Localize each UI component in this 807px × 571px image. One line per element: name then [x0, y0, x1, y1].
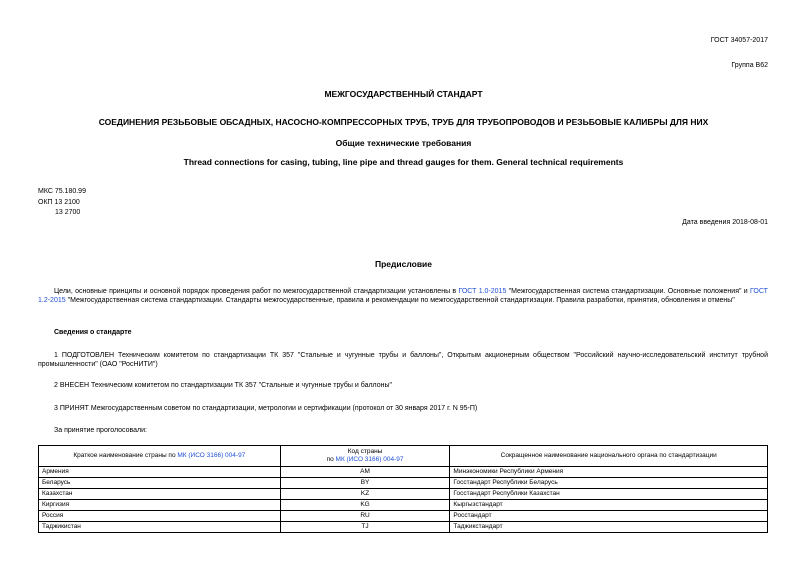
english-title: Thread connections for casing, tubing, line pipe and thread gauges for them. General technical requirements: [183, 157, 624, 167]
gost-1-2-link[interactable]: ГОСТ 1.2-2015: [38, 288, 768, 304]
cell-code: KG: [280, 500, 450, 511]
cell-country: Казахстан: [39, 489, 281, 500]
cell-code: TJ: [280, 522, 450, 533]
info-item-1: 1 ПОДГОТОВЛЕН Техническим комитетом по стандартизации ТК 357 "Стальные и чугунные трубы и баллоны", Открытым акционерным обществом "Российский научно-исследовательский институт трубной промышленности" (ОАО "РосНИТИ"): [38, 352, 768, 368]
table-row: [39, 478, 768, 489]
column-header-country: Краткое наименование страны по МК (ИСО 3166) 004-97: [39, 446, 281, 467]
okp-code-2: 13 2700: [55, 209, 81, 216]
okp-code-1: ОКП 13 2100: [38, 199, 80, 206]
foreword-heading: Предисловие: [374, 259, 433, 269]
cell-code: RU: [280, 511, 450, 522]
table-row: [39, 489, 768, 500]
cell-country: Киргизия: [39, 500, 281, 511]
foreword-paragraph: [38, 287, 768, 305]
cell-code: AM: [280, 467, 450, 478]
table-row: [39, 511, 768, 522]
doc-number: ГОСТ 34057-2017: [710, 37, 768, 44]
table-row: [39, 467, 768, 478]
mks-code: МКС 75.180.99: [38, 188, 86, 195]
document-subtitle: Общие технические требования: [335, 138, 472, 148]
cell-country: Таджикистан: [39, 522, 281, 533]
cell-code: KZ: [280, 489, 450, 500]
mk-iso-link-2[interactable]: МК (ИСО 3166) 004-97: [335, 456, 404, 463]
intro-date: Дата введения 2018-08-01: [682, 219, 768, 226]
column-header-code: Код страны по МК (ИСО 3166) 004-97: [280, 446, 450, 467]
cell-body: Госстандарт Республики Беларусь: [450, 478, 768, 489]
cell-body: Таджикстандарт: [450, 522, 768, 533]
table-row: [39, 522, 768, 533]
gost-1-0-link[interactable]: ГОСТ 1.0-2015: [458, 288, 507, 295]
foreword-text-c: "Межгосударственная система стандартизации. Стандарты межгосударственные, правила и рекомендации по межгосударственной стандартизации. Правила разработки, принятия, обновления и отмены": [65, 297, 735, 304]
column-header-body: Сокращенное наименование национального органа по стандартизации: [450, 446, 768, 467]
cell-country: Армения: [39, 467, 281, 478]
info-heading: Сведения о стандарте: [54, 329, 132, 336]
standard-type: МЕЖГОСУДАРСТВЕННЫЙ СТАНДАРТ: [324, 89, 483, 99]
table-row: [39, 500, 768, 511]
cell-code: BY: [280, 478, 450, 489]
cell-body: Кыргызстандарт: [450, 500, 768, 511]
cell-body: Госстандарт Республики Казахстан: [450, 489, 768, 500]
info-item-2: 2 ВНЕСЕН Техническим комитетом по стандартизации ТК 357 "Стальные и чугунные трубы и баллоны": [54, 382, 392, 389]
document-title: СОЕДИНЕНИЯ РЕЗЬБОВЫЕ ОБСАДНЫХ, НАСОСНО-КОМПРЕССОРНЫХ ТРУБ, ТРУБ ДЛЯ ТРУБОПРОВОДОВ И РЕЗЬБОВЫЕ КАЛИБРЫ ДЛЯ НИХ: [98, 117, 709, 127]
mk-iso-link[interactable]: МК (ИСО 3166) 004-97: [177, 452, 246, 459]
cell-body: Минэкономики Республики Армения: [450, 467, 768, 478]
cell-country: Беларусь: [39, 478, 281, 489]
foreword-text-b: "Межгосударственная система стандартизации. Основные положения" и: [506, 288, 751, 295]
info-item-3: 3 ПРИНЯТ Межгосударственным советом по стандартизации, метрологии и сертификации (протокол от 30 января 2017 г. N 95-П): [54, 405, 478, 412]
voted-label: За принятие проголосовали:: [54, 427, 147, 434]
cell-body: Росстандарт: [450, 511, 768, 522]
group-code: Группа В62: [731, 62, 768, 69]
voting-table: [38, 445, 768, 533]
cell-country: Россия: [39, 511, 281, 522]
foreword-text-a: Цели, основные принципы и основной порядок проведения работ по межгосударственной стандартизации установлены в: [54, 288, 459, 295]
table-header-row: [39, 446, 768, 467]
